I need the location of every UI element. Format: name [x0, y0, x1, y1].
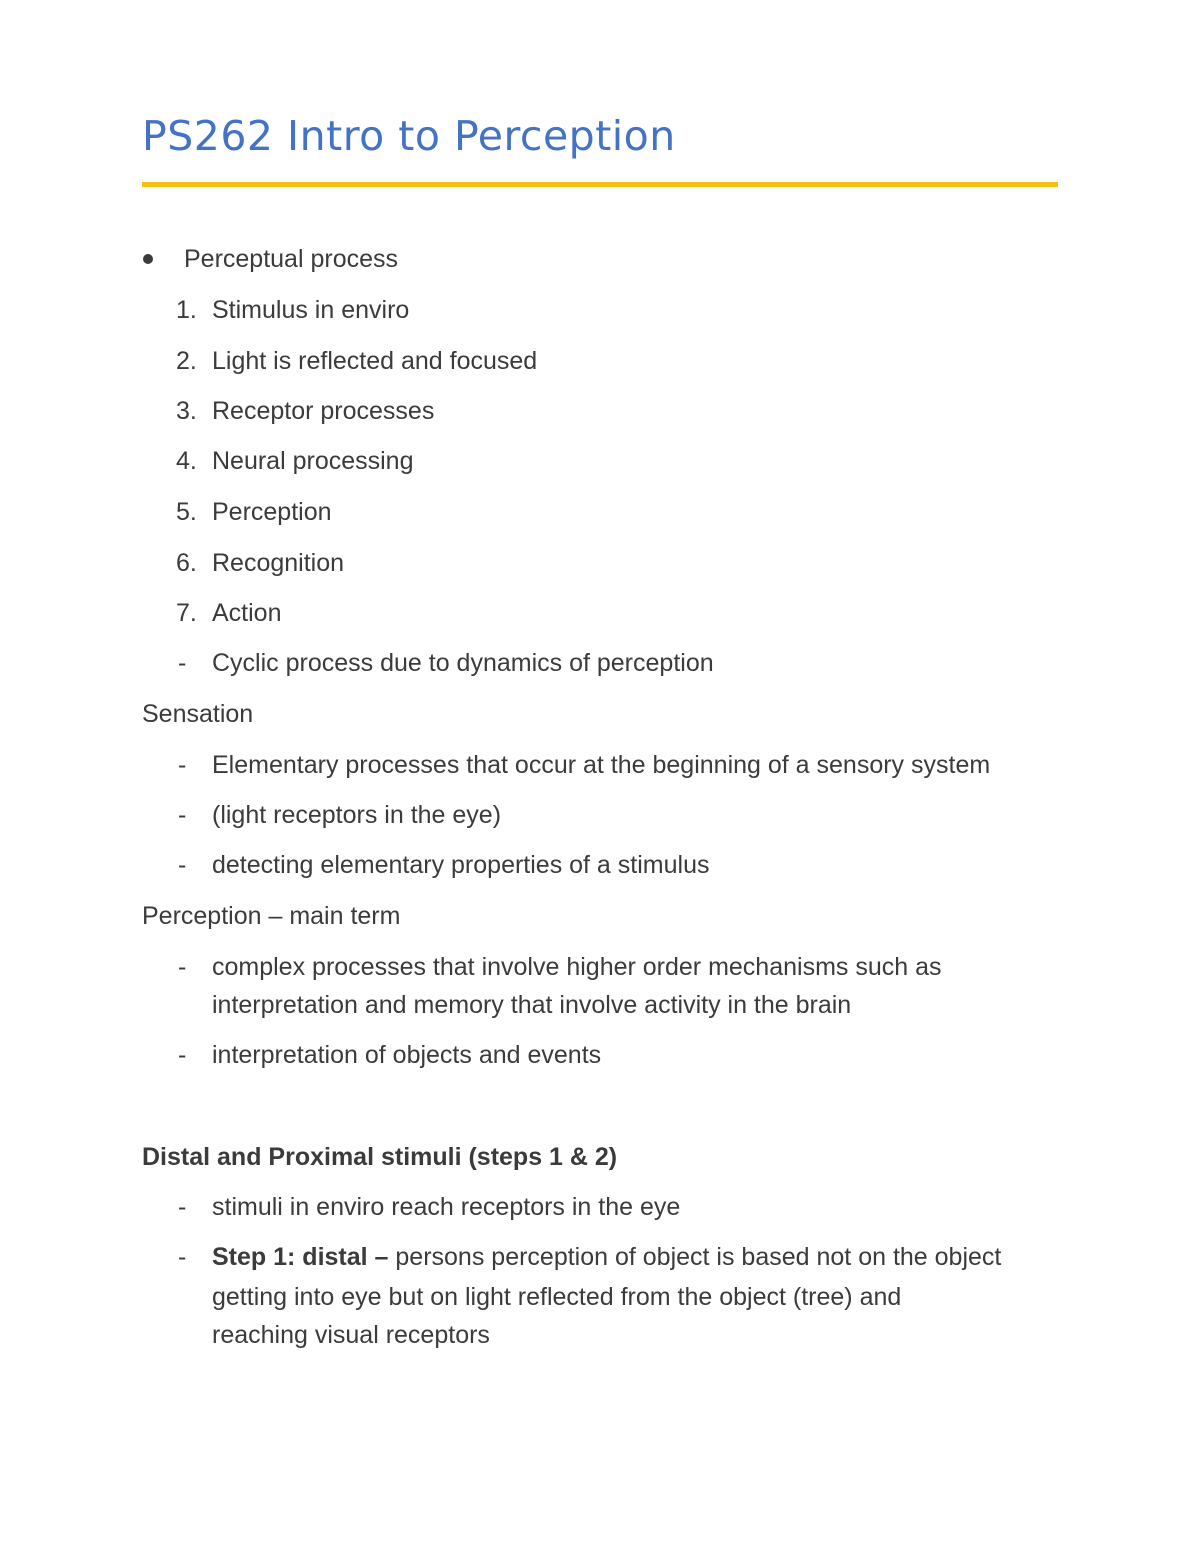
step-description: persons perception of object is based not on the object — [388, 1243, 1002, 1271]
page-title: PS262 Intro to Perception — [142, 112, 676, 160]
dash-marker: - — [178, 1041, 187, 1069]
dash-marker: - — [178, 1193, 187, 1221]
step-text: Recognition — [212, 549, 345, 577]
perception-item: interpretation of objects and events — [212, 1041, 602, 1069]
bullet-dot-icon — [143, 254, 153, 264]
step-number: 3. — [176, 397, 197, 425]
step-text: Stimulus in enviro — [212, 296, 410, 324]
step-text: Light is reflected and focused — [212, 347, 538, 375]
perception-item-line: interpretation and memory that involve activity in the brain — [212, 991, 852, 1019]
step-number: 4. — [176, 447, 197, 475]
dash-marker: - — [178, 953, 187, 981]
step-number: 6. — [176, 549, 197, 577]
dash-marker: - — [178, 751, 187, 779]
distal-item-line: reaching visual receptors — [212, 1321, 490, 1349]
step-label: Step 1: distal – — [212, 1243, 389, 1271]
sensation-item: Elementary processes that occur at the beginning of a sensory system — [212, 751, 991, 779]
dash-marker: - — [178, 649, 187, 677]
step-text: Perception — [212, 498, 332, 526]
step-text: Neural processing — [212, 447, 414, 475]
distal-item-line: getting into eye but on light reflected from the object (tree) and — [212, 1283, 902, 1311]
distal-item: stimuli in enviro reach receptors in the eye — [212, 1193, 681, 1221]
dash-marker: - — [178, 1243, 187, 1271]
cyclic-note: Cyclic process due to dynamics of perception — [212, 649, 714, 677]
step-number: 7. — [176, 599, 197, 627]
step-number: 2. — [176, 347, 197, 375]
sensation-heading: Sensation — [142, 700, 254, 728]
distal-heading: Distal and Proximal stimuli (steps 1 & 2) — [142, 1143, 618, 1171]
title-underline — [142, 182, 1058, 187]
perception-item-line: complex processes that involve higher order mechanisms such as — [212, 953, 942, 981]
dash-marker: - — [178, 801, 187, 829]
distal-item-line — [212, 1240, 1001, 1274]
step-text: Receptor processes — [212, 397, 435, 425]
step-number: 1. — [176, 296, 197, 324]
sensation-item: detecting elementary properties of a stimulus — [212, 851, 710, 879]
bullet-item-perceptual-process: Perceptual process — [184, 245, 399, 273]
dash-marker: - — [178, 851, 187, 879]
step-text: Action — [212, 599, 282, 627]
sensation-item: (light receptors in the eye) — [212, 801, 502, 829]
perception-heading: Perception – main term — [142, 902, 401, 930]
step-number: 5. — [176, 498, 197, 526]
